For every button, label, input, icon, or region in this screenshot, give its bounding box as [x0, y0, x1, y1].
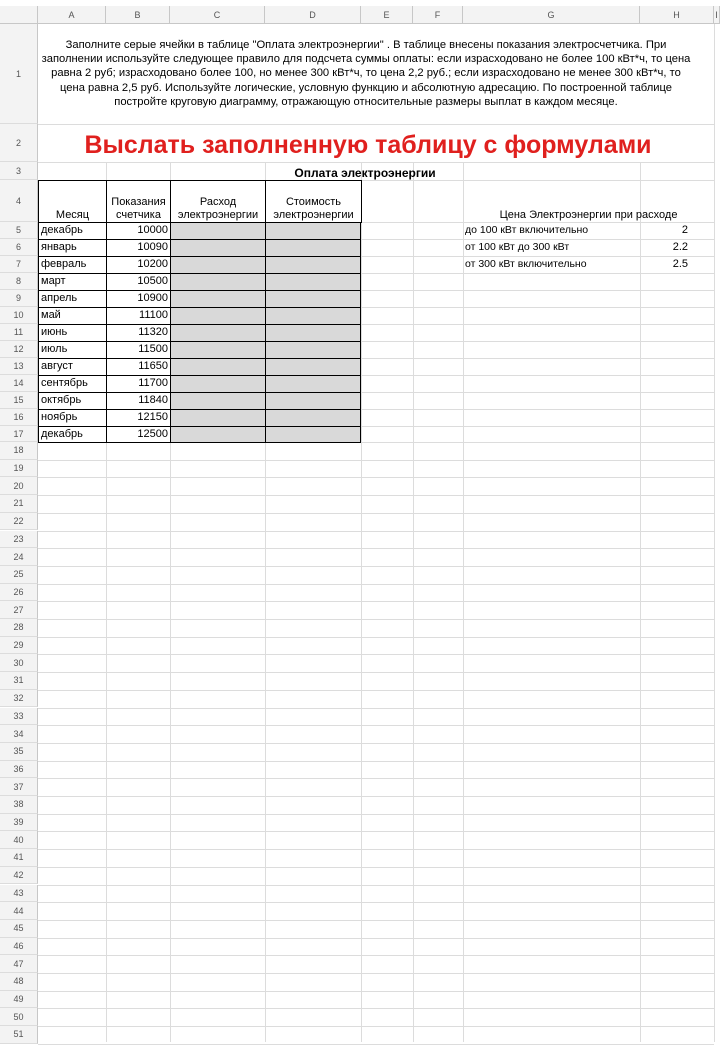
- gridline-horizontal: [38, 743, 714, 744]
- row-header-44[interactable]: 44: [0, 902, 38, 920]
- gridline-horizontal: [38, 991, 714, 992]
- row-header-28[interactable]: 28: [0, 619, 38, 637]
- gridline-horizontal: [38, 654, 714, 655]
- consumption-input-cell[interactable]: [170, 324, 266, 342]
- row-header-16[interactable]: 16: [0, 409, 38, 426]
- consumption-input-cell[interactable]: [170, 358, 266, 376]
- cost-input-cell[interactable]: [265, 256, 361, 274]
- column-header-c[interactable]: C: [170, 6, 265, 24]
- reading-cell[interactable]: 11320: [106, 324, 171, 342]
- gridline-horizontal: [38, 725, 714, 726]
- cost-input-cell[interactable]: [265, 358, 361, 376]
- gridline-horizontal: [38, 708, 714, 709]
- gridline-horizontal: [38, 548, 714, 549]
- reading-cell[interactable]: 11500: [106, 341, 171, 359]
- gridline-horizontal: [38, 672, 714, 673]
- column-header-b[interactable]: B: [106, 6, 170, 24]
- row-header-20[interactable]: 20: [0, 477, 38, 495]
- row-header-45[interactable]: 45: [0, 920, 38, 938]
- gridline-horizontal: [38, 460, 714, 461]
- row-header-33[interactable]: 33: [0, 708, 38, 726]
- gridline-vertical: [714, 24, 715, 1042]
- gridline-horizontal: [38, 778, 714, 779]
- row-header-15[interactable]: 15: [0, 392, 38, 409]
- consumption-input-cell[interactable]: [170, 375, 266, 393]
- row-header-35[interactable]: 35: [0, 743, 38, 761]
- row-header-8[interactable]: 8: [0, 273, 38, 290]
- row-header-18[interactable]: 18: [0, 442, 38, 460]
- row-header-40[interactable]: 40: [0, 831, 38, 849]
- consumption-input-cell[interactable]: [170, 426, 266, 443]
- reading-cell[interactable]: 12150: [106, 409, 171, 427]
- header-cost[interactable]: Стоимость электроэнергии: [265, 180, 362, 223]
- cost-input-cell[interactable]: [265, 392, 361, 410]
- price-value[interactable]: 2: [681, 224, 688, 236]
- gridline-horizontal: [38, 495, 714, 496]
- gridline-horizontal: [38, 513, 714, 514]
- price-range-label[interactable]: до 100 кВт включительно: [465, 224, 589, 236]
- row-header-43[interactable]: 43: [0, 885, 38, 903]
- select-all-corner[interactable]: [0, 6, 38, 24]
- gridline-horizontal: [38, 955, 714, 956]
- gridline-horizontal: [38, 124, 714, 125]
- gridline-horizontal: [38, 920, 714, 921]
- month-cell[interactable]: сентябрь: [38, 375, 107, 393]
- gridline-horizontal: [38, 477, 714, 478]
- reading-cell[interactable]: 11100: [106, 307, 171, 325]
- cost-input-cell[interactable]: [265, 375, 361, 393]
- gridline-horizontal: [38, 867, 714, 868]
- row-header-27[interactable]: 27: [0, 601, 38, 619]
- header-reading[interactable]: Показания счетчика: [106, 180, 171, 223]
- row-header-10[interactable]: 10: [0, 307, 38, 324]
- gridline-horizontal: [38, 938, 714, 939]
- cost-input-cell[interactable]: [265, 273, 361, 291]
- consumption-input-cell[interactable]: [170, 307, 266, 325]
- cost-input-cell[interactable]: [265, 222, 361, 240]
- month-cell[interactable]: июль: [38, 341, 107, 359]
- gridline-horizontal: [38, 885, 714, 886]
- gridline-horizontal: [38, 796, 714, 797]
- row-header-41[interactable]: 41: [0, 849, 38, 867]
- reading-cell[interactable]: 11700: [106, 375, 171, 393]
- reading-cell[interactable]: 10000: [106, 222, 171, 240]
- row-header-6[interactable]: 6: [0, 239, 38, 256]
- gridline-horizontal: [38, 601, 714, 602]
- gridline-horizontal: [38, 1026, 714, 1027]
- gridline-horizontal: [38, 566, 714, 567]
- price-range-label[interactable]: от 300 кВт включительно: [465, 258, 587, 270]
- row-header-26[interactable]: 26: [0, 584, 38, 602]
- row-header-32[interactable]: 32: [0, 690, 38, 708]
- row-header-2[interactable]: 2: [0, 124, 38, 162]
- row-header-11[interactable]: 11: [0, 324, 38, 341]
- column-header-f[interactable]: F: [413, 6, 463, 24]
- price-value[interactable]: 2.2: [672, 241, 688, 253]
- reading-cell[interactable]: 10200: [106, 256, 171, 274]
- month-cell[interactable]: октябрь: [38, 392, 107, 410]
- month-cell[interactable]: июнь: [38, 324, 107, 342]
- row-header-17[interactable]: 17: [0, 426, 38, 442]
- cost-input-cell[interactable]: [265, 307, 361, 325]
- row-header-34[interactable]: 34: [0, 725, 38, 743]
- row-header-51[interactable]: 51: [0, 1026, 38, 1044]
- header-consumption[interactable]: Расход электроэнергии: [170, 180, 266, 223]
- gridline-horizontal: [38, 831, 714, 832]
- column-header-a[interactable]: A: [38, 6, 106, 24]
- row-header-37[interactable]: 37: [0, 778, 38, 796]
- row-header-24[interactable]: 24: [0, 548, 38, 566]
- row-header-47[interactable]: 47: [0, 955, 38, 973]
- row-header-13[interactable]: 13: [0, 358, 38, 375]
- row-header-25[interactable]: 25: [0, 566, 38, 584]
- row-header-49[interactable]: 49: [0, 991, 38, 1009]
- consumption-input-cell[interactable]: [170, 222, 266, 240]
- row-header-21[interactable]: 21: [0, 495, 38, 513]
- gridline-horizontal: [38, 584, 714, 585]
- gridline-horizontal: [38, 761, 714, 762]
- row-header-7[interactable]: 7: [0, 256, 38, 273]
- row-header-31[interactable]: 31: [0, 672, 38, 690]
- consumption-input-cell[interactable]: [170, 409, 266, 427]
- cost-input-cell[interactable]: [265, 239, 361, 257]
- instructions-text: Заполните серые ячейки в таблице "Оплата электроэнергии" . В таблице внесены показания электросчетчика. При заполнении используйте следующее правило для подсчета суммы оплаты: если израсходовано не более 100 кВт*ч, то цена равна 2 руб; израсходовано более 100, но менее 300 кВт*ч, то цена 2,2 руб.; если израсходовано не менее 300 кВт*ч, то цена равна 2,5 руб. Используйте логические, условную функцию и абсолютную адресацию. По построенной таблице постройте круговую диаграмму, отражающую относительные размеры выплат в каждом месяце.: [41, 39, 691, 108]
- row-header-42[interactable]: 42: [0, 867, 38, 885]
- row-header-48[interactable]: 48: [0, 973, 38, 991]
- reading-cell[interactable]: 11650: [106, 358, 171, 376]
- consumption-input-cell[interactable]: [170, 273, 266, 291]
- row-header-1[interactable]: 1: [0, 24, 38, 124]
- column-header-d[interactable]: D: [265, 6, 361, 24]
- row-header-12[interactable]: 12: [0, 341, 38, 358]
- reading-cell[interactable]: 10900: [106, 290, 171, 308]
- month-cell[interactable]: май: [38, 307, 107, 325]
- consumption-input-cell[interactable]: [170, 290, 266, 308]
- cost-input-cell[interactable]: [265, 409, 361, 427]
- row-header-22[interactable]: 22: [0, 513, 38, 531]
- month-cell[interactable]: январь: [38, 239, 107, 257]
- reading-cell[interactable]: 10090: [106, 239, 171, 257]
- column-header-e[interactable]: E: [361, 6, 413, 24]
- month-cell[interactable]: ноябрь: [38, 409, 107, 427]
- gridline-horizontal: [38, 162, 714, 163]
- month-cell[interactable]: март: [38, 273, 107, 291]
- cost-input-cell[interactable]: [265, 324, 361, 342]
- cost-input-cell[interactable]: [265, 290, 361, 308]
- cost-input-cell[interactable]: [265, 341, 361, 359]
- row-header-9[interactable]: 9: [0, 290, 38, 307]
- column-header-i[interactable]: I: [714, 6, 720, 24]
- row-header-4[interactable]: 4: [0, 180, 38, 222]
- row-header-23[interactable]: 23: [0, 531, 38, 549]
- gridline-horizontal: [38, 690, 714, 691]
- reading-cell[interactable]: 12500: [106, 426, 171, 443]
- gridline-horizontal: [38, 531, 714, 532]
- gridline-horizontal: [38, 973, 714, 974]
- gridline-horizontal: [38, 1008, 714, 1009]
- consumption-input-cell[interactable]: [170, 392, 266, 410]
- row-header-36[interactable]: 36: [0, 761, 38, 779]
- gridline-horizontal: [38, 619, 714, 620]
- row-header-30[interactable]: 30: [0, 654, 38, 672]
- month-cell[interactable]: декабрь: [38, 426, 107, 443]
- month-cell[interactable]: декабрь: [38, 222, 107, 240]
- column-header-h[interactable]: H: [640, 6, 714, 24]
- row-header-50[interactable]: 50: [0, 1008, 38, 1026]
- month-cell[interactable]: апрель: [38, 290, 107, 308]
- row-header-19[interactable]: 19: [0, 460, 38, 478]
- row-header-46[interactable]: 46: [0, 938, 38, 956]
- price-range-label[interactable]: от 100 кВт до 300 кВт: [465, 241, 570, 253]
- gridline-horizontal: [38, 849, 714, 850]
- cost-input-cell[interactable]: [265, 426, 361, 443]
- row-header-5[interactable]: 5: [0, 222, 38, 239]
- row-header-39[interactable]: 39: [0, 814, 38, 832]
- consumption-input-cell[interactable]: [170, 341, 266, 359]
- gridline-horizontal: [38, 814, 714, 815]
- table-title: Оплата электроэнергии: [294, 166, 436, 180]
- consumption-input-cell[interactable]: [170, 239, 266, 257]
- price-value[interactable]: 2.5: [672, 258, 688, 270]
- month-cell[interactable]: февраль: [38, 256, 107, 274]
- header-month[interactable]: Месяц: [38, 180, 107, 223]
- row-header-14[interactable]: 14: [0, 375, 38, 392]
- gridline-horizontal: [38, 637, 714, 638]
- row-header-3[interactable]: 3: [0, 162, 38, 180]
- price-table-title[interactable]: Цена Электроэнергии при расходе: [499, 209, 678, 221]
- reading-cell[interactable]: 10500: [106, 273, 171, 291]
- reading-cell[interactable]: 11840: [106, 392, 171, 410]
- month-cell[interactable]: август: [38, 358, 107, 376]
- row-header-38[interactable]: 38: [0, 796, 38, 814]
- gridline-horizontal: [38, 902, 714, 903]
- column-header-g[interactable]: G: [463, 6, 640, 24]
- submit-title: Выслать заполненную таблицу с формулами: [84, 131, 652, 159]
- consumption-input-cell[interactable]: [170, 256, 266, 274]
- row-header-29[interactable]: 29: [0, 637, 38, 655]
